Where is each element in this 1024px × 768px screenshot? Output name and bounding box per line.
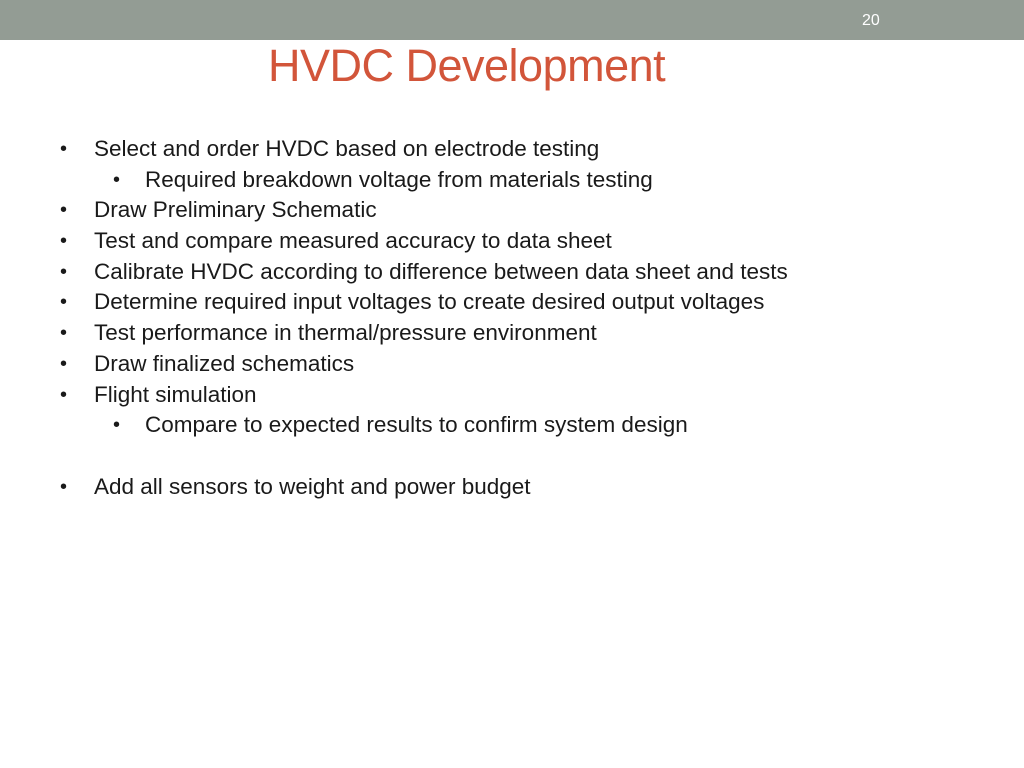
bullet-item	[0, 349, 1024, 380]
bullet-icon: •	[60, 199, 68, 222]
bullet-item	[0, 226, 1024, 257]
bullet-text: Draw finalized schematics	[94, 350, 355, 376]
bullet-icon: •	[60, 352, 68, 375]
bullet-icon: •	[113, 414, 121, 437]
bullet-icon: •	[113, 168, 121, 191]
bullet-item	[0, 287, 1024, 318]
spacer	[0, 441, 1024, 472]
bullet-icon: •	[60, 383, 68, 406]
bullet-icon: •	[60, 322, 68, 345]
bullet-text: Compare to expected results to confirm system design	[145, 412, 688, 438]
bullet-item	[0, 134, 1024, 165]
bullet-item	[0, 380, 1024, 411]
bullet-text: Test and compare measured accuracy to data sheet	[94, 228, 612, 254]
bullet-text: Test performance in thermal/pressure environment	[94, 320, 597, 346]
bullet-text: Draw Preliminary Schematic	[94, 197, 377, 223]
bullet-list	[0, 134, 1024, 503]
bullet-text: Add all sensors to weight and power budget	[94, 473, 531, 499]
sub-bullet-item	[0, 410, 1024, 441]
bullet-icon: •	[60, 138, 68, 160]
header-bar	[0, 0, 1024, 40]
bullet-icon: •	[60, 291, 68, 314]
bullet-item	[0, 318, 1024, 349]
sub-bullet-item	[0, 165, 1024, 196]
bullet-item	[0, 257, 1024, 288]
bullet-item	[0, 472, 1024, 503]
slide-title: HVDC Development	[268, 40, 666, 91]
bullet-icon: •	[60, 475, 68, 498]
bullet-icon: •	[60, 260, 68, 283]
bullet-text: Select and order HVDC based on electrode testing	[94, 136, 600, 161]
slide-number: 20	[862, 12, 880, 29]
bullet-text: Flight simulation	[94, 381, 257, 407]
bullet-icon: •	[60, 230, 68, 253]
bullet-text: Required breakdown voltage from materials testing	[145, 166, 653, 192]
bullet-item	[0, 195, 1024, 226]
bullet-text: Determine required input voltages to create desired output voltages	[94, 289, 765, 315]
bullet-text: Calibrate HVDC according to difference between data sheet and tests	[94, 258, 788, 284]
